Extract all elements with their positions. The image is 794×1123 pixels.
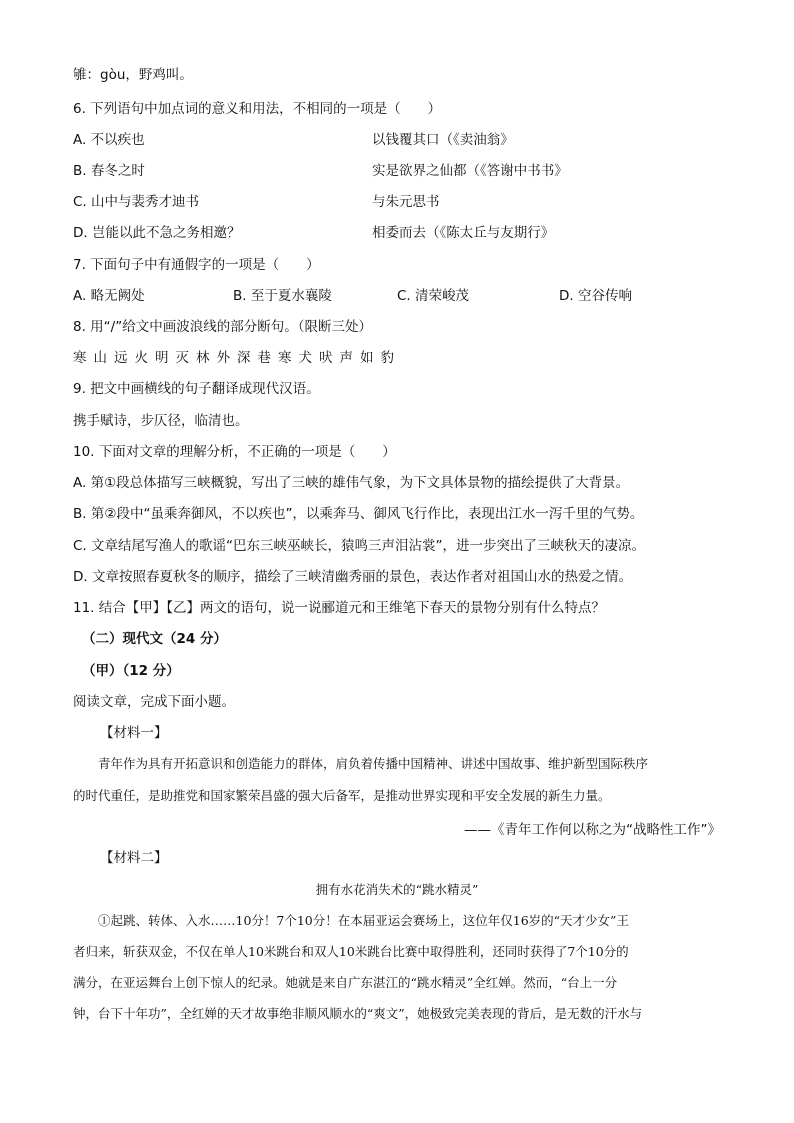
q7-option-b: B. 至于夏水襄陵: [233, 288, 332, 304]
material-1-source: ——《青年工作何以称之为“战略性工作”》: [464, 822, 721, 838]
q6-option-c-right: 与朱元思书: [372, 194, 440, 210]
q10-option-c: C. 文章结尾写渔人的歌谣“巴东三峡巫峡长，猿鸣三声泪沾裳”，进一步突出了三峡秋天的凄凉。: [73, 538, 645, 554]
question-9: 9. 把文中画横线的句子翻译成现代汉语。: [73, 381, 320, 397]
material-2-paragraph-line: ①起跳、转体、入水……10分！7个10分！在本届亚运会赛场上，这位年仅16岁的“天才少女”王: [98, 913, 629, 928]
material-2-paragraph-line: 钟，台下十年功”，全红婵的天才故事绝非顺风顺水的“爽文”，她极致完美表现的背后，是无数的汗水与: [73, 1006, 643, 1021]
q6-option-c-left: C. 山中与裴秀才迪书: [73, 194, 200, 210]
q10-option-d: D. 文章按照春夏秋冬的顺序，描绘了三峡清幽秀丽的景色，表达作者对祖国山水的热爱之情。: [73, 569, 632, 585]
material-2-label: 【材料二】: [100, 850, 168, 866]
q7-option-d: D. 空谷传响: [559, 288, 632, 304]
q6-option-b-left: B. 春冬之时: [73, 163, 145, 179]
q6-option-b-right: 实是欲界之仙都（《答谢中书书》: [372, 163, 568, 179]
q8-text: 寒山远火明灭林外深巷寒犬吠声如豹: [73, 350, 401, 366]
material-2-title: 拥有水花消失术的“跳水精灵”: [315, 882, 479, 897]
material-1-label: 【材料一】: [100, 725, 168, 741]
q6-option-a-left: A. 不以疾也: [73, 132, 145, 148]
footnote-line: 雊：gòu，野鸡叫。: [73, 67, 193, 83]
q10-option-a: A. 第①段总体描写三峡概貌，写出了三峡的雄伟气象，为下文具体景物的描绘提供了大背景。: [73, 475, 630, 491]
question-8: 8. 用“/”给文中画波浪线的部分断句。（限断三处）: [73, 319, 372, 335]
subsection-heading: （甲）（12 分）: [82, 663, 180, 679]
material-1-paragraph-line: 的时代重任，是助推党和国家繁荣昌盛的强大后备军，是推动世界实现和平安全发展的新生力量。: [73, 788, 611, 803]
question-10: 10. 下面对文章的理解分析，不正确的一项是（ ）: [73, 444, 396, 460]
material-1-paragraph-line: 青年作为具有开拓意识和创造能力的群体，肩负着传播中国精神、讲述中国故事、维护新型国际秩序: [98, 756, 649, 771]
q6-option-d-left: D. 岂能以此不急之务相邀？: [73, 225, 241, 241]
q9-text: 携手赋诗，步仄径，临清也。: [73, 413, 249, 429]
question-7: 7. 下面句子中有通假字的一项是（ ）: [73, 257, 320, 273]
q6-option-d-right: 相委而去（《陈太丘与友期行》: [372, 225, 555, 241]
section-heading: （二）现代文（24 分）: [82, 631, 227, 647]
q7-option-a: A. 略无阙处: [73, 288, 145, 304]
q7-option-c: C. 清荣峻茂: [397, 288, 470, 304]
material-2-paragraph-line: 者归来，斩获双金，不仅在单人10米跳台和双人10米跳台比赛中取得胜利，还同时获得了7个10分的: [73, 944, 629, 959]
q10-option-b: B. 第②段中“虽乘奔御风，不以疾也”，以乘奔马、御风飞行作比，表现出江水一泻千里的气势。: [73, 506, 644, 522]
question-11: 11. 结合【甲】【乙】两文的语句，说一说郦道元和王维笔下春天的景物分别有什么特点？: [73, 600, 606, 616]
question-6: 6. 下列语句中加点词的意义和用法，不相同的一项是（ ）: [73, 101, 442, 117]
q6-option-a-right: 以钱覆其口（《卖油翁》: [372, 132, 514, 148]
instruction: 阅读文章，完成下面小题。: [73, 694, 235, 710]
material-2-paragraph-line: 满分，在亚运舞台上创下惊人的纪录。她就是来自广东湛江的“跳水精灵”全红婵。然而，“台上一分: [73, 975, 618, 990]
